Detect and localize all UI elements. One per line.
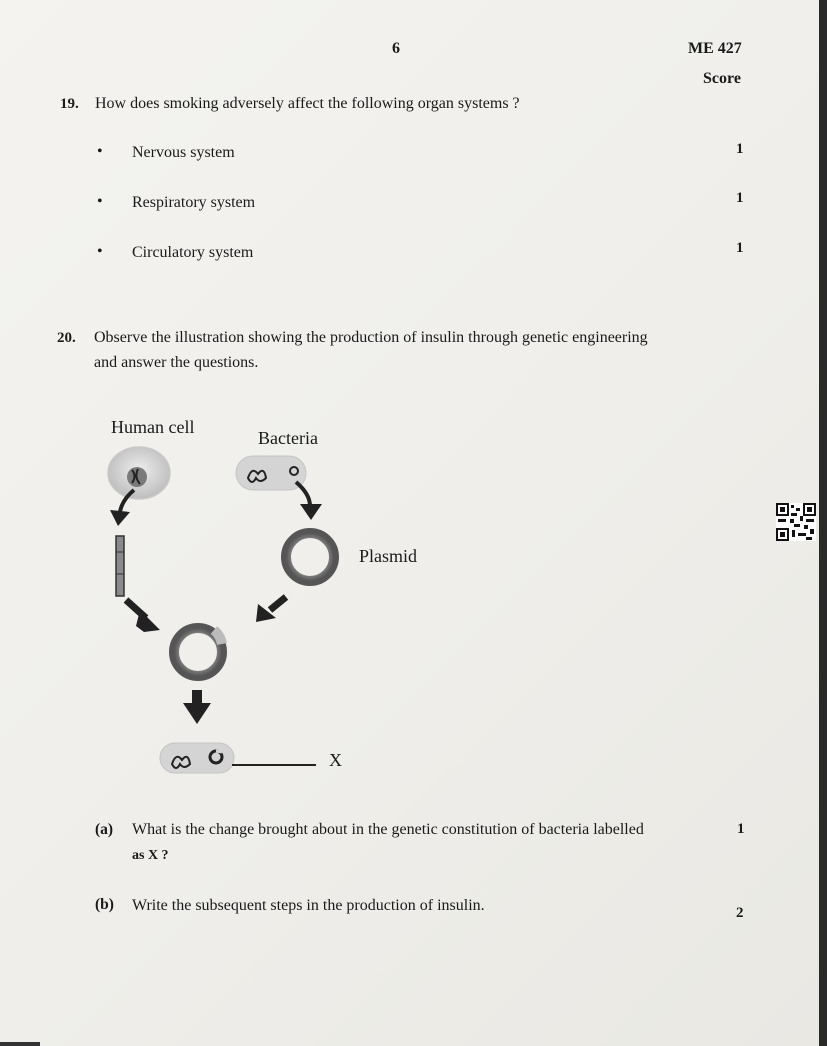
qr-code-icon [776,503,816,541]
q19-text: How does smoking adversely affect the following organ systems ? [95,95,520,112]
insulin-gene-fragment-icon [116,536,124,596]
q19-item-nervous-marks: 1 [736,141,744,157]
x-label: X [329,750,342,770]
page-corner-mark [0,1042,40,1046]
q20b-marks: 2 [736,905,744,921]
q20-text-line2: and answer the questions. [94,354,259,371]
q19-item-circulatory: Circulatory system [132,244,254,261]
plasmid-label: Plasmid [359,546,418,566]
bullet-icon: • [97,143,103,160]
q19-number: 19. [60,96,79,112]
arrow-bacteria-to-plasmid-icon [296,482,322,520]
q20a-text-line2: as X ? [132,848,169,863]
q20b-label: (b) [95,896,114,913]
q19-item-nervous: Nervous system [132,144,235,161]
q19-item-respiratory: Respiratory system [132,194,256,211]
transformed-bacteria-icon [160,743,234,773]
human-cell-icon [108,447,170,499]
paper-code: ME 427 [688,40,742,57]
q20a-label: (a) [95,821,114,838]
bacteria-label: Bacteria [258,428,318,448]
bacteria-icon [236,456,306,490]
q20-number: 20. [57,330,76,346]
q20-text-line1: Observe the illustration showing the production of insulin through genetic engineering [94,329,648,346]
q20a-text-line1: What is the change brought about in the genetic constitution of bacteria labelled [132,821,644,838]
arrow-recombinant-to-bacteria-icon [183,690,211,724]
page-number: 6 [392,40,400,57]
bullet-icon: • [97,243,103,260]
recombinant-plasmid-icon [174,628,222,676]
q20a-marks: 1 [737,821,745,837]
plasmid-icon [286,533,334,581]
human-cell-label: Human cell [111,417,195,437]
arrow-gene-to-recombinant-icon [126,600,160,632]
arrow-plasmid-to-recombinant-icon [256,597,286,622]
score-heading: Score [703,70,741,87]
page-edge-shadow [819,0,827,1046]
q19-item-circulatory-marks: 1 [736,240,744,256]
bullet-icon: • [97,193,103,210]
q19-item-respiratory-marks: 1 [736,190,744,206]
q20b-text: Write the subsequent steps in the production of insulin. [132,897,485,914]
